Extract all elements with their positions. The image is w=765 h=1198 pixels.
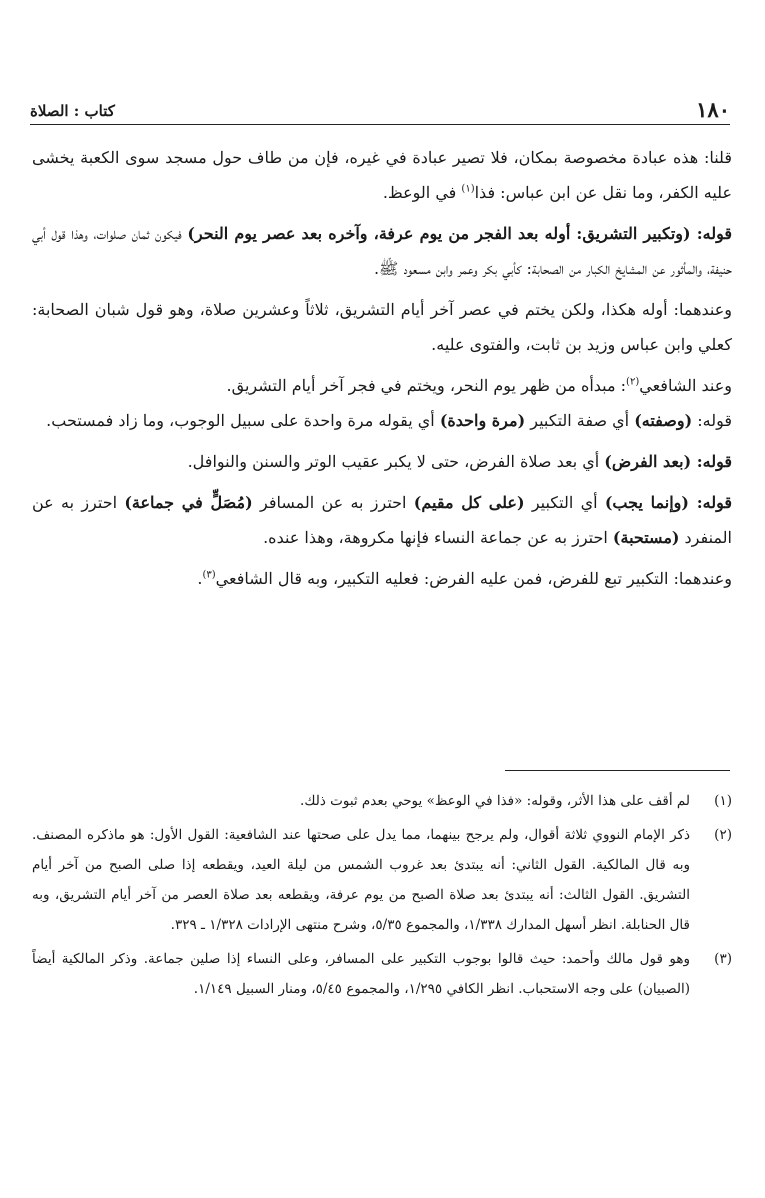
footnote-divider: [505, 770, 730, 771]
paragraph-3: وعندهما: أوله هكذا، ولكن يختم في عصر آخر أيام التشريق، ثلاثاً وعشرين صلاة، وهو قول شبان الصحابة: كعلي وابن عباس وزيد بن ثابت، والفتوى عليه.: [32, 300, 732, 354]
page-number: ١٨٠: [696, 97, 730, 122]
paragraph-4: وعند الشافعي$^{(٢)}$: مبدأه من ظهر يوم النحر، ويختم في فجر آخر أيام التشريق.: [226, 376, 732, 395]
footnote-1: [32, 786, 732, 816]
footnote-ref-2[interactable]: (٢): [626, 376, 640, 388]
footnote-text: ذكر الإمام النووي ثلاثة أقوال، ولم يرجح بينهما، مما يدل على صحتها عند الشافعية: القول الأول: هو ماذكره المصنف. وبه قال المالكية. القول الثاني: أنه يبتدئ بعد غروب الشمس من ليلة العيد، ويقطعه إذا صلى الصبح من آخر أيام التشريق. القول الثالث: أنه يبتدئ بعد صلاة الصبح من يوم عرفة، ويقطعه بعد صلاة العصر من آخر أيام التشريق، وبه قال الحنابلة. انظر أسهل المدارك ١/٣٣٨، والمجموع ٥/٣٥، وشرح منتهى الإرادات ١/٣٢٨ ـ ٣٢٩.: [32, 827, 690, 933]
paragraph-6: قوله: (بعد الفرض) أي بعد صلاة الفرض، حتى لا يكبر عقيب الوتر والسنن والنوافل.: [187, 452, 732, 471]
running-title: كتاب : الصلاة: [30, 102, 115, 120]
page-header: [30, 98, 730, 125]
paragraph-1: قلنا: هذه عبادة مخصوصة بمكان، فلا تصير عبادة في غيره، فإن من طاف حول مسجد سوى الكعبة يخشى عليه الكفر، وما نقل عن ابن عباس: فذا$^{(١)}$ في الوعظ.: [32, 148, 733, 202]
footnote-number: (٢): [714, 827, 732, 843]
footnote-number: (٣): [714, 951, 732, 967]
paragraph-5: قوله: (وصفته) أي صفة التكبير (مرة واحدة) أي يقوله مرة واحدة على سبيل الوجوب، وما زاد فمستحب.: [46, 411, 732, 430]
footnote-ref-1[interactable]: (١): [461, 183, 475, 195]
quoted-matn: قوله: (وتكبير التشريق: أوله بعد الفجر من يوم عرفة، وآخره بعد عصر يوم النحر): [187, 224, 733, 243]
footnote-ref-3[interactable]: (٣): [202, 569, 216, 581]
footnotes: [32, 786, 732, 1008]
footnote-3: [32, 944, 732, 1004]
footnote-text: لم أقف على هذا الأثر، وقوله: «فذا في الوعظ» يوحي بعدم ثبوت ذلك.: [300, 793, 690, 809]
paragraph-8: وعندهما: التكبير تبع للفرض، فمن عليه الفرض: فعليه التكبير، وبه قال الشافعي$^{(٣)}$.: [197, 569, 732, 588]
footnote-number: (١): [714, 793, 732, 809]
footnote-2: [32, 820, 732, 940]
main-text: [32, 140, 732, 596]
quoted-matn: قوله: (بعد الفرض): [604, 452, 732, 471]
paragraph-7: قوله: (وإنما يجب) أي التكبير (على كل مقيم) احترز به عن المسافر (مُصَلٍّ في جماعة) احترز به عن المنفرد (مستحبة) احترز به عن جماعة النساء فإنها مكروهة، وهذا عنده.: [32, 493, 733, 547]
footnote-text: وهو قول مالك وأحمد: حيث قالوا بوجوب التكبير على المسافر، وعلى النساء إذا صلين جماعة. وذكر المالكية أيضاً (الصبيان) على وجه الاستحباب. انظر الكافي ١/٢٩٥، والمجموع ٥/٤٥، ومنار السبيل ١/١٤٩.: [32, 951, 690, 997]
quoted-matn: قوله: (وإنما يجب): [604, 493, 733, 512]
paragraph-2: قوله: (وتكبير التشريق: أوله بعد الفجر من يوم عرفة، وآخره بعد عصر يوم النحر) فيكون ثمان صلوات، وهذا قول أبي حنيفة، والمأثور عن المشايخ الكبار من الصحابة: كأبي بكر وعمر وابن مسعود ﷺ.: [32, 224, 733, 278]
